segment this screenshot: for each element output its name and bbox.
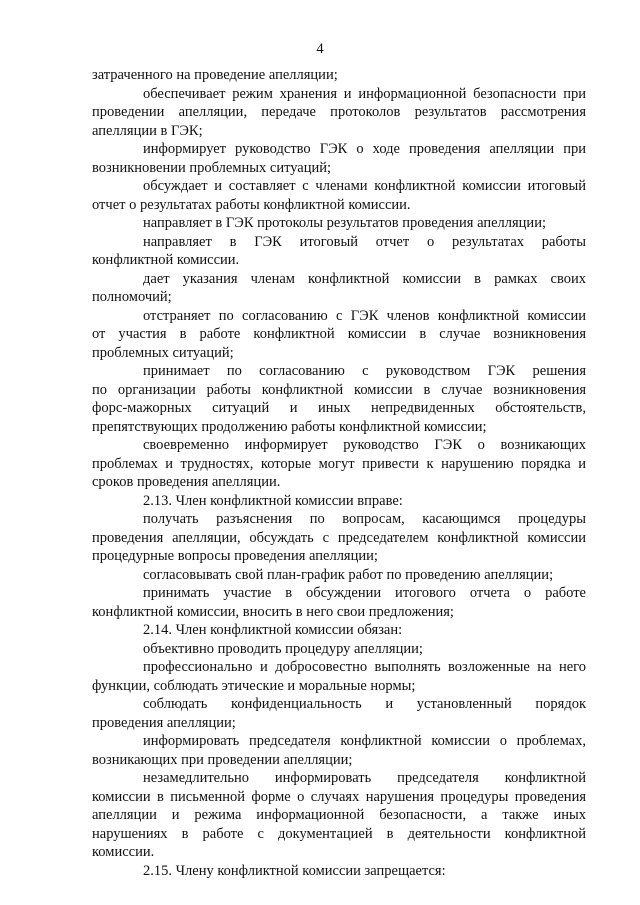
text-line: незамедлительно информировать председателя конфликтной: [143, 770, 586, 786]
text-line: конфликтной комиссии.: [92, 252, 240, 268]
text-line: возникновении проблемных ситуаций;: [92, 159, 332, 176]
text-line: нарушениях в работе с документацией в деятельности конфликтной: [92, 825, 586, 842]
text-line: по организации работы конфликтной комиссии в случае возникновения: [92, 381, 586, 398]
text-line: отчет о результатах работы конфликтной комиссии.: [92, 196, 411, 213]
text-line: проблемных ситуаций;: [92, 344, 234, 361]
text-line: проблемах и трудностях, которые могут привести к нарушению порядка и: [92, 455, 586, 472]
text-line: принимать участие в обсуждении итогового отчета о работе: [143, 585, 586, 601]
text-line: комиссии в письменной форме о случаях нарушения процедуры проведения: [92, 788, 586, 805]
text-line: проведения апелляции;: [92, 714, 236, 731]
body-text: [92, 66, 586, 880]
text-line: направляет в ГЭК итоговый отчет о результатах работы: [143, 233, 586, 250]
text-line: препятствующих продолжению работы конфликтной комиссии;: [92, 418, 487, 435]
text-line: согласовывать свой план-график работ по проведению апелляции;: [143, 566, 554, 583]
text-line: полномочий;: [92, 289, 172, 305]
text-line: обсуждает и составляет с членами конфликтной комиссии итоговый: [143, 178, 586, 194]
text-line: проведении апелляции, передаче протоколов результатов рассмотрения: [92, 104, 586, 120]
text-line: соблюдать конфиденциальность и установленный порядок: [143, 696, 586, 712]
text-line: комиссии.: [92, 844, 155, 860]
text-line: проведения апелляции, обсуждать с председателем конфликтной комиссии: [92, 529, 586, 546]
text-line: 2.14. Член конфликтной комиссии обязан:: [143, 622, 403, 638]
text-line: апелляции в ГЭК;: [92, 122, 203, 139]
text-line: 2.13. Член конфликтной комиссии вправе:: [143, 492, 403, 509]
text-line: апелляции и режима информационной безопасности, а также иных: [92, 807, 586, 823]
text-line: обеспечивает режим хранения и информационной безопасности при: [143, 85, 586, 102]
text-line: функции, соблюдать этические и моральные нормы;: [92, 677, 416, 694]
text-line: получать разъяснения по вопросам, касающимся процедуры: [143, 511, 586, 527]
text-line: направляет в ГЭК протоколы результатов проведения апелляции;: [143, 215, 546, 231]
text-line: принимает по согласованию с руководством ГЭК решения: [143, 363, 586, 379]
text-line: от участия в работе конфликтной комиссии в случае возникновения: [92, 326, 586, 342]
text-line: дает указания членам конфликтной комиссии в рамках своих: [143, 270, 586, 287]
text-line: сроков проведения апелляции.: [92, 474, 281, 490]
text-line: объективно проводить процедуру апелляции;: [143, 640, 423, 657]
text-line: информировать председателя конфликтной комиссии о проблемах,: [143, 733, 586, 749]
text-line: отстраняет по согласованию с ГЭК членов конфликтной комиссии: [143, 307, 586, 324]
text-line: затраченного на проведение апелляции;: [92, 67, 338, 83]
page-number: 4: [316, 41, 324, 57]
text-line: возникающих при проведении апелляции;: [92, 751, 353, 768]
text-line: процедурные вопросы проведения апелляции;: [92, 548, 378, 564]
text-line: 2.15. Члену конфликтной комиссии запрещается:: [143, 862, 446, 879]
text-line: профессионально и добросовестно выполнять возложенные на него: [143, 659, 586, 675]
text-line: информирует руководство ГЭК о ходе проведения апелляции при: [143, 141, 586, 157]
text-line: форс-мажорных ситуаций и иных непредвиденных обстоятельств,: [92, 400, 586, 416]
text-line: своевременно информирует руководство ГЭК о возникающих: [143, 437, 586, 453]
text-line: конфликтной комиссии, вносить в него свои предложения;: [92, 603, 454, 620]
